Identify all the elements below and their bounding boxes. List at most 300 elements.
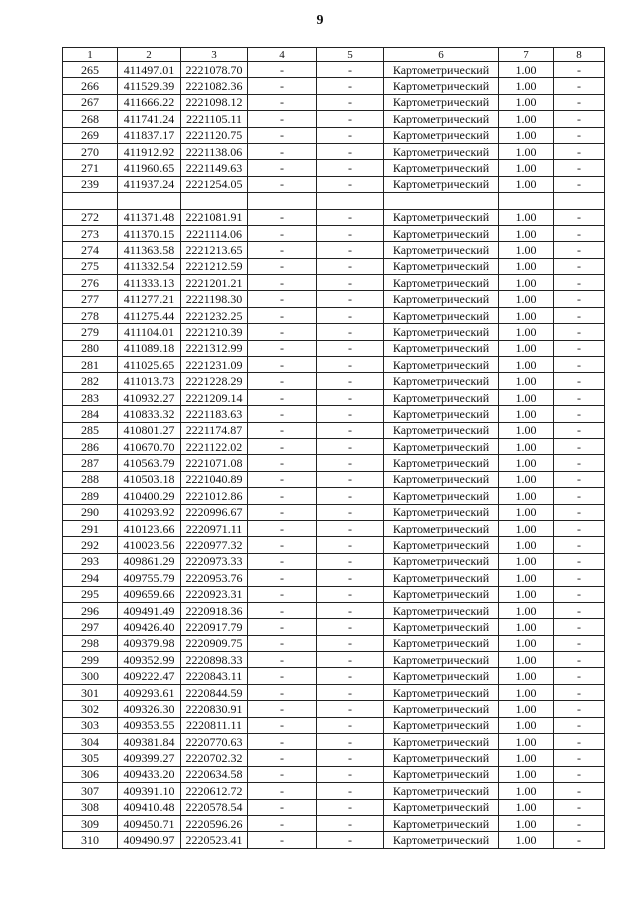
cell-column-4: - [248,471,317,487]
cell-method: Картометрический [384,94,499,110]
cell-column-8: - [554,750,605,766]
cell-accuracy: 1.00 [499,734,554,750]
cell-column-5: - [317,340,384,356]
cell-point-number: 304 [63,734,118,750]
cell-column-8: - [554,586,605,602]
cell-accuracy: 1.00 [499,127,554,143]
cell-point-number: 294 [63,570,118,586]
cell-column-4: - [248,307,317,323]
cell-y-coordinate: 2221198.30 [181,291,248,307]
cell-column-5: - [317,209,384,225]
cell-point-number: 291 [63,520,118,536]
cell-point-number: 307 [63,783,118,799]
cell-column-5: - [317,111,384,127]
cell-x-coordinate: 410123.66 [118,520,181,536]
cell-column-5: - [317,438,384,454]
cell-point-number: 292 [63,537,118,553]
cell-column-5: - [317,225,384,241]
cell-method: Картометрический [384,668,499,684]
cell-x-coordinate: 411333.13 [118,275,181,291]
header-cell-4: 4 [248,48,317,62]
cell-x-coordinate: 411497.01 [118,62,181,78]
cell-accuracy: 1.00 [499,62,554,78]
cell-y-coordinate: 2220971.11 [181,520,248,536]
cell-x-coordinate: 409222.47 [118,668,181,684]
cell-accuracy: 1.00 [499,553,554,569]
cell-column-8: - [554,94,605,110]
cell-column-8: - [554,209,605,225]
cell-point-number: 298 [63,635,118,651]
table-row [63,357,605,373]
cell-method: Картометрический [384,652,499,668]
cell-y-coordinate: 2220830.91 [181,701,248,717]
cell-point-number: 280 [63,340,118,356]
cell-point-number: 302 [63,701,118,717]
table-row [63,602,605,618]
cell-x-coordinate: 409379.98 [118,635,181,651]
cell-accuracy: 1.00 [499,701,554,717]
cell-column-8: - [554,717,605,733]
cell-accuracy: 1.00 [499,504,554,520]
cell-column-5: - [317,832,384,848]
cell-column-4: - [248,209,317,225]
coordinates-table [62,47,605,849]
cell-accuracy: 1.00 [499,750,554,766]
cell-method: Картометрический [384,307,499,323]
cell-y-coordinate: 2220917.79 [181,619,248,635]
cell-column-8: - [554,668,605,684]
table-row [63,783,605,799]
cell-column-4: - [248,275,317,291]
cell-column-4: - [248,684,317,700]
cell-x-coordinate: 411371.48 [118,209,181,225]
cell-y-coordinate: 2221201.21 [181,275,248,291]
cell-method: Картометрический [384,537,499,553]
cell-method: Картометрический [384,553,499,569]
cell-y-coordinate: 2220996.67 [181,504,248,520]
cell-x-coordinate: 410503.18 [118,471,181,487]
table-row [63,635,605,651]
cell-column-8: - [554,635,605,651]
cell-column-8: - [554,143,605,159]
table-row [63,455,605,471]
cell-accuracy: 1.00 [499,373,554,389]
cell-method: Картометрический [384,242,499,258]
cell-accuracy: 1.00 [499,602,554,618]
cell-point-number: 267 [63,94,118,110]
table-row [63,701,605,717]
cell-x-coordinate: 411013.73 [118,373,181,389]
cell-column-5: - [317,717,384,733]
cell-accuracy: 1.00 [499,307,554,323]
table-row [63,324,605,340]
header-cell-1: 1 [63,48,118,62]
cell-x-coordinate: 410293.92 [118,504,181,520]
table-row [63,750,605,766]
cell-method: Картометрический [384,815,499,831]
table-row [63,504,605,520]
cell-column-5: - [317,94,384,110]
cell-accuracy: 1.00 [499,176,554,192]
cell-column-8: - [554,307,605,323]
cell-column-4: - [248,62,317,78]
table-body [63,62,605,849]
cell-accuracy [499,193,554,209]
cell-x-coordinate: 411275.44 [118,307,181,323]
cell-method: Картометрический [384,78,499,94]
cell-column-8: - [554,340,605,356]
table-row [63,242,605,258]
cell-column-8: - [554,619,605,635]
cell-method [384,193,499,209]
page-number: 9 [316,13,324,28]
cell-accuracy: 1.00 [499,324,554,340]
table-row [63,111,605,127]
cell-column-8: - [554,357,605,373]
cell-point-number: 287 [63,455,118,471]
cell-column-8: - [554,783,605,799]
cell-column-4 [248,193,317,209]
table-row [63,471,605,487]
header-cell-7: 7 [499,48,554,62]
cell-column-5: - [317,815,384,831]
cell-x-coordinate: 411741.24 [118,111,181,127]
cell-y-coordinate: 2221228.29 [181,373,248,389]
table-row [63,619,605,635]
cell-point-number: 297 [63,619,118,635]
cell-column-4: - [248,619,317,635]
cell-y-coordinate: 2221254.05 [181,176,248,192]
cell-y-coordinate: 2221120.75 [181,127,248,143]
cell-method: Картометрический [384,438,499,454]
table-row [63,143,605,159]
table-row [63,734,605,750]
cell-point-number: 281 [63,357,118,373]
cell-method: Картометрический [384,340,499,356]
cell-column-8: - [554,799,605,815]
cell-column-4: - [248,357,317,373]
cell-point-number: 282 [63,373,118,389]
table-row [63,652,605,668]
cell-method: Картометрический [384,143,499,159]
table-row [63,225,605,241]
cell-column-8: - [554,832,605,848]
cell-method: Картометрический [384,160,499,176]
cell-column-4: - [248,422,317,438]
cell-point-number: 309 [63,815,118,831]
cell-x-coordinate: 409755.79 [118,570,181,586]
cell-column-4: - [248,734,317,750]
cell-column-4: - [248,520,317,536]
table-row [63,127,605,143]
cell-column-5: - [317,570,384,586]
cell-y-coordinate: 2220702.32 [181,750,248,766]
table-row [63,160,605,176]
cell-column-8: - [554,602,605,618]
cell-column-5: - [317,635,384,651]
cell-column-8: - [554,652,605,668]
cell-column-5: - [317,684,384,700]
cell-accuracy: 1.00 [499,275,554,291]
cell-column-5: - [317,357,384,373]
cell-x-coordinate: 411332.54 [118,258,181,274]
table-row [63,307,605,323]
cell-x-coordinate: 410023.56 [118,537,181,553]
cell-point-number: 274 [63,242,118,258]
cell-method: Картометрический [384,471,499,487]
cell-column-5: - [317,471,384,487]
table-row [63,520,605,536]
cell-y-coordinate: 2220578.54 [181,799,248,815]
cell-method: Картометрический [384,209,499,225]
cell-accuracy: 1.00 [499,684,554,700]
cell-column-8: - [554,275,605,291]
cell-y-coordinate: 2220612.72 [181,783,248,799]
cell-column-4: - [248,78,317,94]
cell-column-4: - [248,602,317,618]
cell-column-5: - [317,143,384,159]
table-row [63,176,605,192]
cell-column-5: - [317,242,384,258]
cell-x-coordinate: 410670.70 [118,438,181,454]
cell-x-coordinate: 411666.22 [118,94,181,110]
cell-point-number: 269 [63,127,118,143]
cell-point-number [63,193,118,209]
cell-column-4: - [248,635,317,651]
cell-point-number: 295 [63,586,118,602]
table-row [63,586,605,602]
cell-column-4: - [248,652,317,668]
cell-x-coordinate: 409491.49 [118,602,181,618]
cell-point-number: 283 [63,389,118,405]
cell-column-4: - [248,324,317,340]
cell-y-coordinate: 2220977.32 [181,537,248,553]
cell-column-4: - [248,406,317,422]
cell-x-coordinate: 410932.27 [118,389,181,405]
cell-method: Картометрический [384,635,499,651]
cell-point-number: 273 [63,225,118,241]
cell-accuracy: 1.00 [499,357,554,373]
cell-y-coordinate [181,193,248,209]
cell-column-5: - [317,373,384,389]
cell-column-5: - [317,668,384,684]
cell-column-4: - [248,553,317,569]
cell-column-5: - [317,127,384,143]
cell-point-number: 279 [63,324,118,340]
cell-column-4: - [248,94,317,110]
cell-point-number: 271 [63,160,118,176]
cell-x-coordinate: 411104.01 [118,324,181,340]
cell-accuracy: 1.00 [499,652,554,668]
cell-accuracy: 1.00 [499,832,554,848]
cell-column-4: - [248,258,317,274]
cell-point-number: 275 [63,258,118,274]
cell-column-4: - [248,225,317,241]
cell-column-4: - [248,750,317,766]
cell-accuracy: 1.00 [499,258,554,274]
cell-column-8: - [554,62,605,78]
cell-column-4: - [248,143,317,159]
cell-point-number: 305 [63,750,118,766]
cell-column-4: - [248,701,317,717]
cell-x-coordinate: 411089.18 [118,340,181,356]
table-row [63,799,605,815]
cell-point-number: 306 [63,766,118,782]
cell-column-8: - [554,537,605,553]
cell-point-number: 265 [63,62,118,78]
cell-column-4: - [248,570,317,586]
cell-x-coordinate: 409410.48 [118,799,181,815]
cell-x-coordinate: 409490.97 [118,832,181,848]
cell-y-coordinate: 2220596.26 [181,815,248,831]
cell-y-coordinate: 2221098.12 [181,94,248,110]
cell-point-number: 310 [63,832,118,848]
cell-column-5: - [317,783,384,799]
cell-point-number: 270 [63,143,118,159]
cell-method: Картометрический [384,717,499,733]
cell-column-8: - [554,324,605,340]
cell-method: Картометрический [384,602,499,618]
cell-x-coordinate: 411370.15 [118,225,181,241]
cell-method: Картометрический [384,701,499,717]
cell-accuracy: 1.00 [499,815,554,831]
cell-column-5: - [317,160,384,176]
cell-column-5: - [317,701,384,717]
cell-x-coordinate: 411025.65 [118,357,181,373]
cell-method: Картометрический [384,275,499,291]
cell-column-4: - [248,111,317,127]
cell-column-5: - [317,537,384,553]
cell-point-number: 268 [63,111,118,127]
cell-column-4: - [248,242,317,258]
table-row [63,488,605,504]
cell-y-coordinate: 2220953.76 [181,570,248,586]
cell-column-5: - [317,62,384,78]
cell-column-8: - [554,406,605,422]
cell-column-5: - [317,275,384,291]
table-row [63,275,605,291]
cell-accuracy: 1.00 [499,717,554,733]
cell-column-4: - [248,766,317,782]
cell-method: Картометрический [384,422,499,438]
cell-accuracy: 1.00 [499,766,554,782]
cell-x-coordinate: 409391.10 [118,783,181,799]
cell-x-coordinate: 410563.79 [118,455,181,471]
cell-y-coordinate: 2220918.36 [181,602,248,618]
cell-y-coordinate: 2220973.33 [181,553,248,569]
cell-y-coordinate: 2221210.39 [181,324,248,340]
cell-column-5: - [317,78,384,94]
cell-method: Картометрический [384,176,499,192]
cell-accuracy: 1.00 [499,143,554,159]
cell-column-4: - [248,783,317,799]
cell-y-coordinate: 2221138.06 [181,143,248,159]
cell-point-number: 266 [63,78,118,94]
cell-x-coordinate: 409426.40 [118,619,181,635]
table-row [63,373,605,389]
cell-point-number: 288 [63,471,118,487]
cell-column-4: - [248,504,317,520]
cell-x-coordinate: 411529.39 [118,78,181,94]
cell-accuracy: 1.00 [499,209,554,225]
cell-accuracy: 1.00 [499,586,554,602]
cell-column-8: - [554,520,605,536]
table-row [63,766,605,782]
cell-x-coordinate: 409399.27 [118,750,181,766]
cell-y-coordinate: 2220898.33 [181,652,248,668]
cell-column-8: - [554,258,605,274]
cell-accuracy: 1.00 [499,783,554,799]
cell-point-number: 284 [63,406,118,422]
cell-method: Картометрический [384,488,499,504]
cell-accuracy: 1.00 [499,94,554,110]
cell-method: Картометрический [384,455,499,471]
cell-y-coordinate: 2221212.59 [181,258,248,274]
cell-column-5: - [317,652,384,668]
cell-y-coordinate: 2221174.87 [181,422,248,438]
separator-row [63,193,605,209]
cell-point-number: 308 [63,799,118,815]
header-cell-6: 6 [384,48,499,62]
cell-accuracy: 1.00 [499,406,554,422]
cell-accuracy: 1.00 [499,111,554,127]
cell-column-8: - [554,225,605,241]
cell-method: Картометрический [384,127,499,143]
cell-accuracy: 1.00 [499,537,554,553]
cell-method: Картометрический [384,619,499,635]
cell-column-8: - [554,815,605,831]
cell-column-4: - [248,373,317,389]
cell-column-5: - [317,766,384,782]
cell-accuracy: 1.00 [499,438,554,454]
cell-point-number: 301 [63,684,118,700]
cell-method: Картометрический [384,225,499,241]
cell-y-coordinate: 2221183.63 [181,406,248,422]
cell-accuracy: 1.00 [499,242,554,258]
cell-accuracy: 1.00 [499,668,554,684]
cell-y-coordinate: 2221231.09 [181,357,248,373]
table-row [63,422,605,438]
table-row [63,717,605,733]
table-row [63,438,605,454]
cell-column-8 [554,193,605,209]
cell-column-5: - [317,520,384,536]
cell-y-coordinate: 2221312.99 [181,340,248,356]
cell-y-coordinate: 2221012.86 [181,488,248,504]
cell-accuracy: 1.00 [499,340,554,356]
cell-column-8: - [554,160,605,176]
header-cell-8: 8 [554,48,605,62]
cell-column-5: - [317,258,384,274]
cell-accuracy: 1.00 [499,160,554,176]
table-row [63,340,605,356]
cell-column-8: - [554,127,605,143]
cell-y-coordinate: 2220844.59 [181,684,248,700]
cell-column-8: - [554,242,605,258]
cell-column-4: - [248,160,317,176]
cell-y-coordinate: 2220523.41 [181,832,248,848]
cell-column-5: - [317,389,384,405]
cell-method: Картометрический [384,258,499,274]
cell-point-number: 299 [63,652,118,668]
cell-method: Картометрический [384,324,499,340]
cell-y-coordinate: 2220843.11 [181,668,248,684]
cell-x-coordinate: 409659.66 [118,586,181,602]
cell-x-coordinate: 409352.99 [118,652,181,668]
cell-y-coordinate: 2221122.02 [181,438,248,454]
cell-accuracy: 1.00 [499,619,554,635]
cell-x-coordinate: 409293.61 [118,684,181,700]
